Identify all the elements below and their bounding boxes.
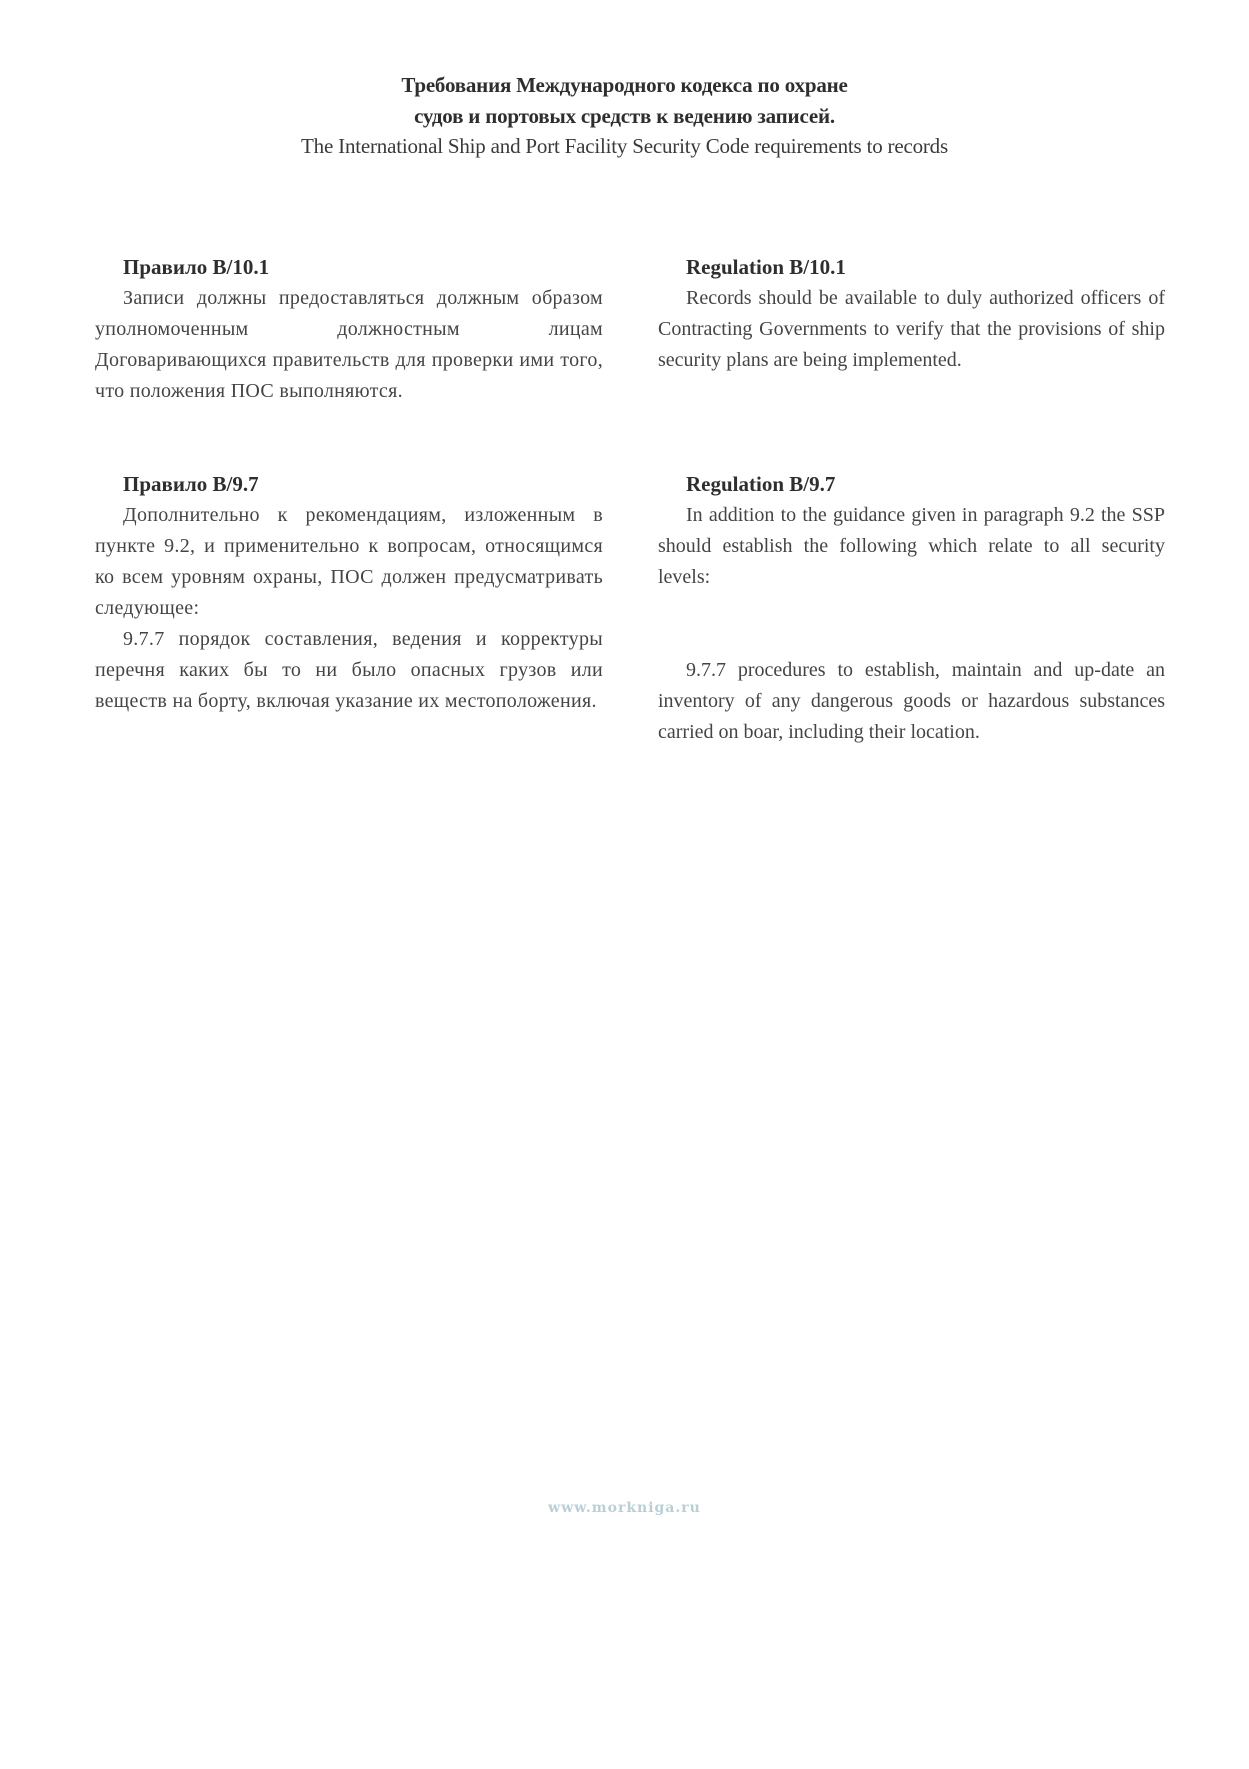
section-regulation-b-9-7-en (658, 469, 1165, 748)
section-paragraph: In addition to the guidance given in paragraph 9.2 the SSP should establish the following which relate to all security levels: (658, 504, 1165, 588)
section-regulation-b-10-1-en (658, 252, 1165, 376)
watermark-link[interactable]: www.morkniga.ru (548, 1500, 701, 1516)
russian-title-line-2: судов и портовых средств к ведению записей. (414, 104, 835, 128)
section-rule-b-9-7-ru (95, 469, 603, 717)
section-paragraph: Records should be available to duly authorized officers of Contracting Governments to verify that the provisions of ship security plans are being implemented. (658, 287, 1165, 371)
section-title: Regulation B/9.7 (686, 472, 836, 496)
russian-title-line-1: Требования Международного кодекса по охране (401, 73, 848, 97)
section-title: Правило В/9.7 (123, 472, 259, 496)
section-title: Regulation B/10.1 (686, 255, 846, 279)
section-paragraph: 9.7.7 procedures to establish, maintain and up-date an inventory of any dangerous goods or hazardous substances carried on boar, including their location. (658, 659, 1165, 743)
section-rule-b-10-1-ru (95, 252, 603, 407)
section-paragraph: Дополнительно к рекомендациям, изложенным в пункте 9.2, и применительно к вопросам, относящимся ко всем уровням охраны, ПОС должен предусматривать следующее: (95, 504, 603, 619)
section-title: Правило В/10.1 (123, 255, 270, 279)
section-paragraph: 9.7.7 порядок составления, ведения и корректуры перечня каких бы то ни было опасных грузов или веществ на борту, включая указание их местоположения. (95, 628, 603, 712)
document-header (0, 70, 1249, 160)
english-title: The International Ship and Port Facility Security Code requirements to records (301, 134, 948, 158)
section-paragraph: Записи должны предоставляться должным образом уполномоченным должностным лицам Договаривающихся правительств для проверки ими того, что положения ПОС выполняются. (95, 287, 603, 402)
